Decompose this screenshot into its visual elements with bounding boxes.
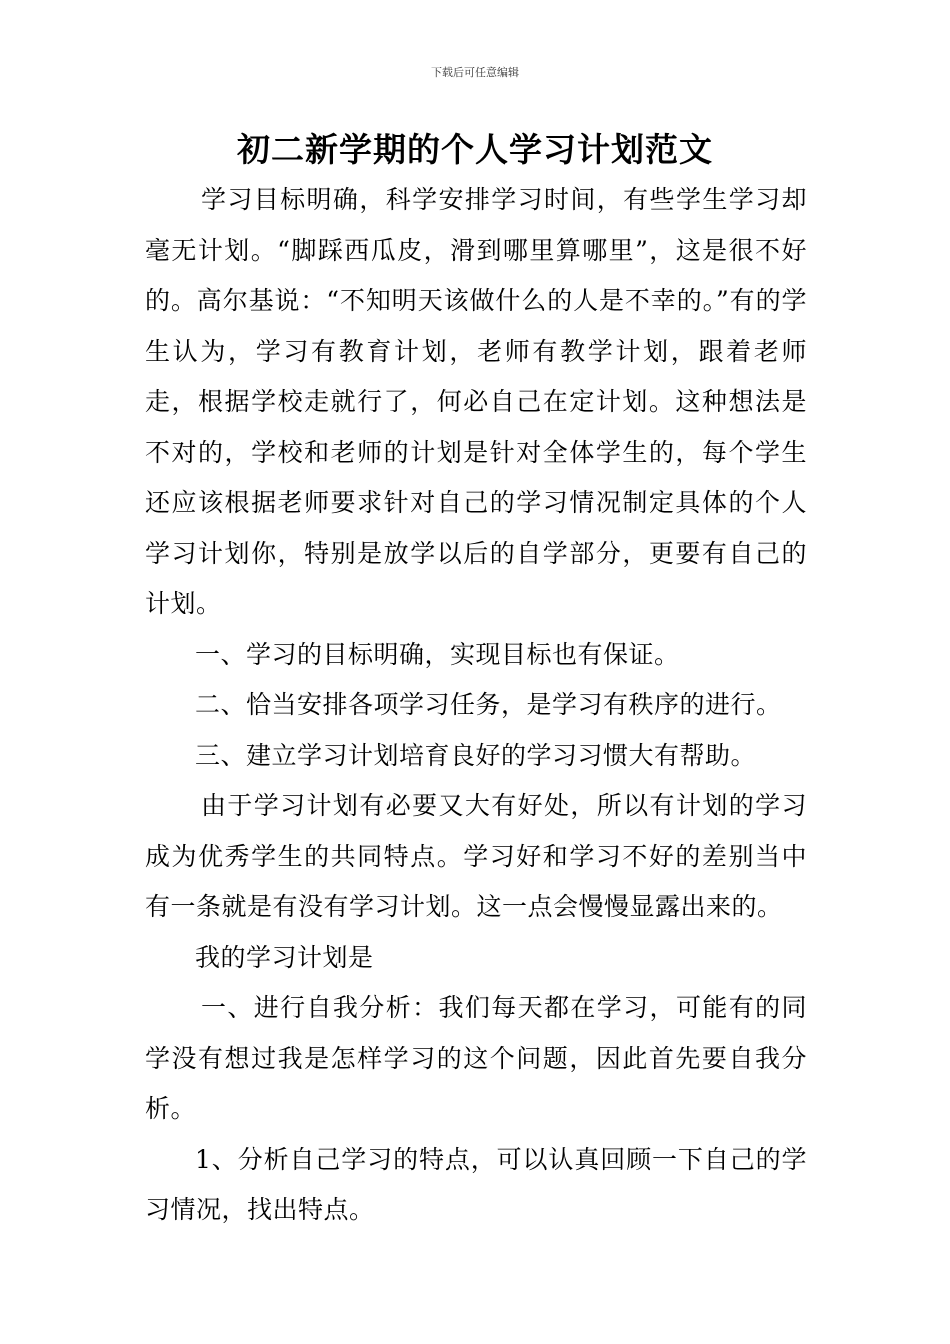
paragraph-intro: 学习目标明确，科学安排学习时间，有些学生学习却毫无计划。“脚踩西瓜皮，滑到哪里算哪里”，这是很不好的。高尔基说：“不知明天该做什么的人是不幸的。”有的学生认为，学习有教育计划，老师有教学计划，跟着老师走，根据学校走就行了，何必自己在定计划。这种想法是不对的，学校和老师的计划是针对全体学生的，每个学生还应该根据老师要求针对自己的学习情况制定具体的个人学习计划你，特别是放学以后的自学部分，更要有自己的计划。 bbox=[145, 185, 807, 618]
header-note: 下载后可任意编辑 bbox=[431, 66, 519, 79]
paragraph-analysis-item-1: 1、分析自己学习的特点，可以认真回顾一下自己的学习情况，找出特点。 bbox=[145, 1144, 807, 1224]
paragraph-self-analysis: 一、进行自我分析：我们每天都在学习，可能有的同学没有想过我是怎样学习的这个问题，因此首先要自我分析。 bbox=[145, 993, 807, 1123]
paragraph-point-2: 二、恰当安排各项学习任务，是学习有秩序的进行。 bbox=[195, 690, 782, 719]
paragraph-benefits: 由于学习计划有必要又大有好处，所以有计划的学习成为优秀学生的共同特点。学习好和学习不好的差别当中有一条就是有没有学习计划。这一点会慢慢显露出来的。 bbox=[145, 791, 807, 921]
paragraph-my-plan-heading: 我的学习计划是 bbox=[195, 942, 374, 972]
paragraph-point-3: 三、建立学习计划培育良好的学习习惯大有帮助。 bbox=[195, 740, 757, 770]
document-body bbox=[145, 175, 807, 1236]
paragraph-point-1: 一、学习的目标明确，实现目标也有保证。 bbox=[195, 639, 680, 669]
document-title: 初二新学期的个人学习计划范文 bbox=[237, 130, 713, 169]
